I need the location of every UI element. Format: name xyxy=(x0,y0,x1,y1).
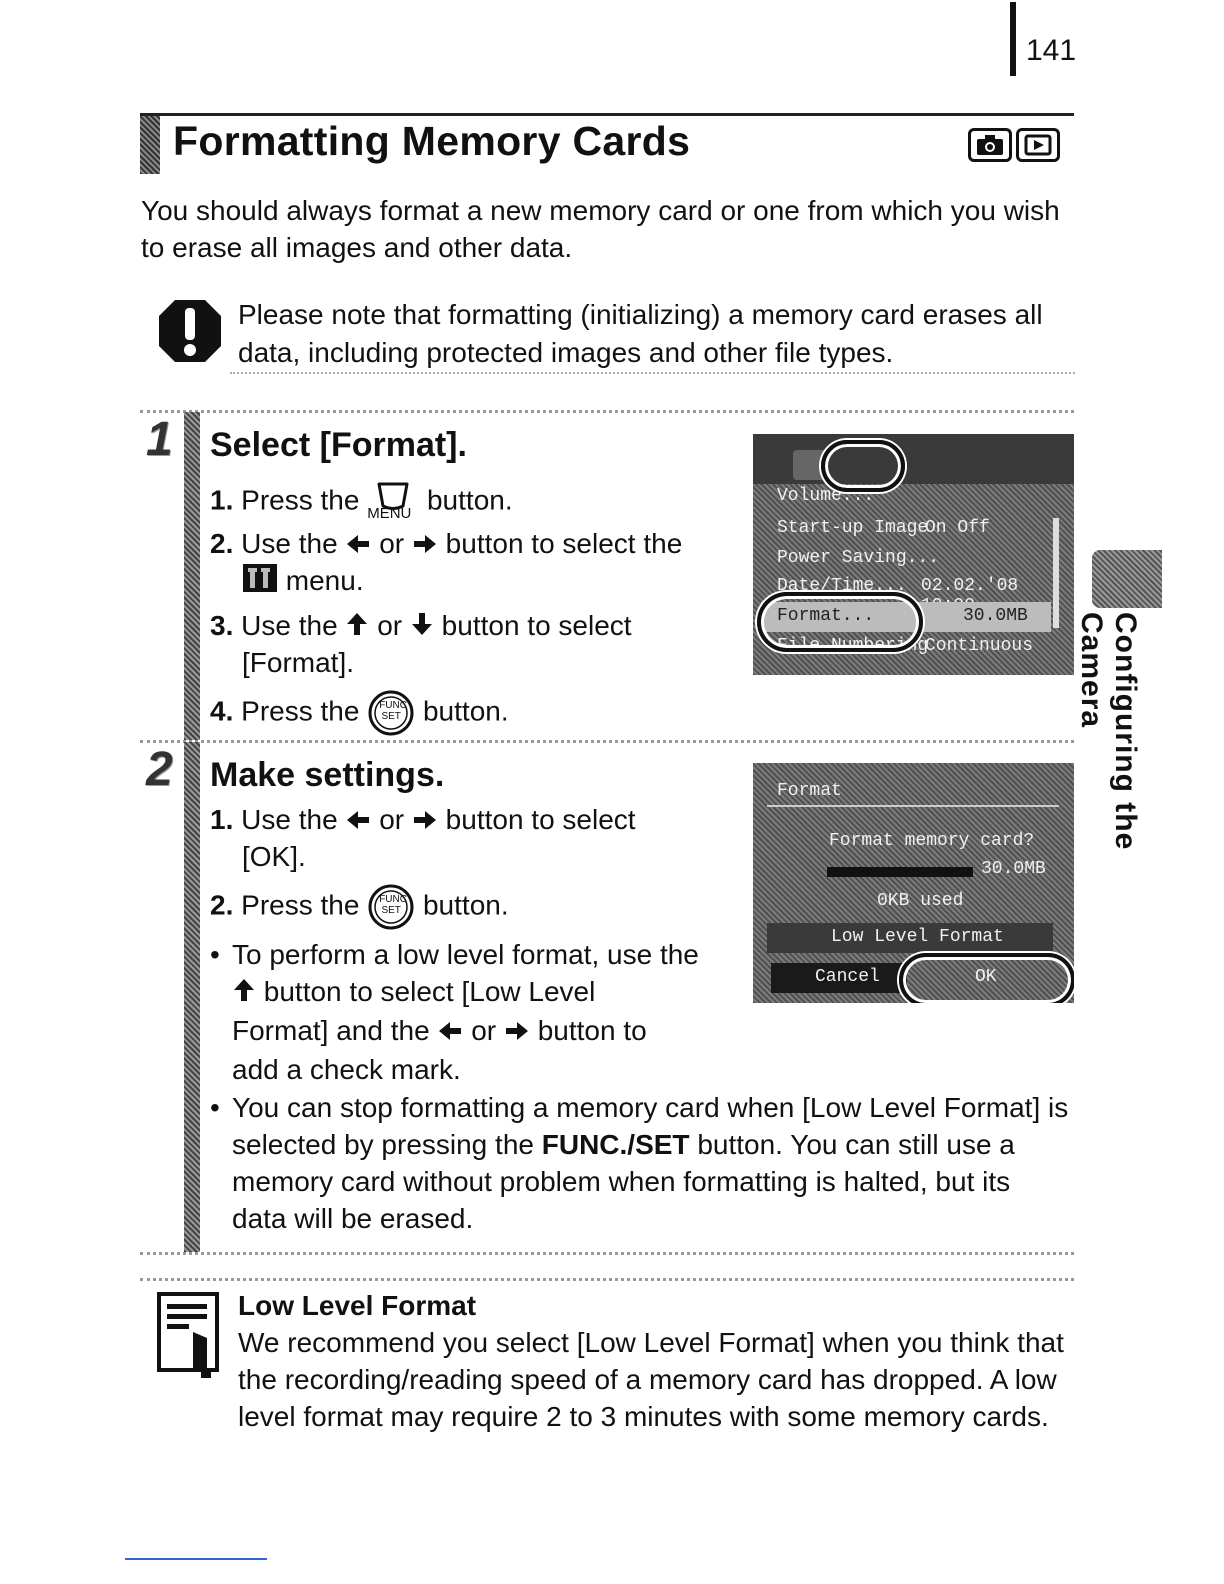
step1-item-4 xyxy=(210,689,509,737)
func-set-label: FUNC SET xyxy=(379,700,407,722)
left-arrow-icon xyxy=(345,803,371,840)
note-title: Low Level Format xyxy=(238,1290,477,1321)
func-set-button-icon xyxy=(367,883,415,931)
screen-scrollbar xyxy=(1053,518,1059,628)
note-separator xyxy=(140,1278,1074,1281)
func-set-label: FUNC SET xyxy=(379,894,407,916)
highlight-oval-ok xyxy=(899,953,1074,1003)
chapter-tab xyxy=(1092,550,1162,608)
warning-underline xyxy=(230,372,1075,374)
step-title-1: Select [Format]. xyxy=(210,426,467,464)
screen-row: Start-up Image xyxy=(777,518,929,538)
item-text: button. xyxy=(422,889,509,921)
step2-bullet-1: • To perform a low level format, use the button to select [Low Level Format] and the or button to add a check mark. xyxy=(210,939,699,1086)
step-separator xyxy=(140,410,1074,413)
up-arrow-icon xyxy=(345,609,369,646)
item-text: button to select xyxy=(445,804,636,835)
step2-item-1-cont: [OK]. xyxy=(242,841,306,872)
page-number-bar xyxy=(1010,2,1016,76)
left-arrow-icon xyxy=(437,1014,463,1051)
item-number: 1. xyxy=(210,484,234,516)
title-marker xyxy=(140,116,160,174)
step-number-1: 1 xyxy=(146,413,173,466)
highlight-oval-tab xyxy=(821,440,905,492)
item-text: Press the xyxy=(241,695,360,727)
camera-mode-icon xyxy=(968,128,1012,162)
left-arrow-icon xyxy=(345,527,371,564)
step1-item-2-cont xyxy=(242,562,364,602)
screen-low-level: Low Level Format xyxy=(831,927,1004,947)
step-separator xyxy=(140,740,1074,743)
note-text: We recommend you select [Low Level Format] when you think that the recording/reading speed of a memory card has dropped. A low level format may require 2 to 3 minutes with some memory cards. xyxy=(238,1327,1064,1432)
page-number: 141 xyxy=(1026,34,1077,67)
highlight-oval-format xyxy=(757,592,923,652)
step-number-2: 2 xyxy=(146,743,173,796)
step2-item-1 xyxy=(210,801,636,840)
down-arrow-icon xyxy=(410,609,434,646)
item-number: 4. xyxy=(210,695,234,727)
item-text: Press the xyxy=(241,889,360,921)
right-arrow-icon xyxy=(504,1014,530,1051)
screen-question: Format memory card? xyxy=(829,831,1035,851)
step-title-2: Make settings. xyxy=(210,756,445,794)
step1-item-1 xyxy=(210,480,513,524)
screen-row: Date/Time... xyxy=(777,576,907,596)
item-number: 2. xyxy=(210,528,234,559)
step-separator xyxy=(140,1252,1074,1255)
item-text: Use the xyxy=(241,528,338,559)
screen-row: Volume... xyxy=(777,486,875,506)
playback-mode-icon xyxy=(1016,128,1060,162)
screen-value: Continuous xyxy=(925,636,1034,656)
bullet-text: You can stop formatting a memory card when [Low Level Format] is selected by pressing the xyxy=(232,1092,1069,1160)
item-number: 1. xyxy=(210,804,234,835)
screen-row: File Numbering xyxy=(777,636,929,656)
camera-screen-setup-menu xyxy=(753,434,1074,675)
chapter-tab-label: Configuring the Camera xyxy=(1075,612,1142,851)
screen-title: Format xyxy=(777,781,842,801)
item-text: button. xyxy=(426,484,513,516)
item-text: Press the xyxy=(241,484,360,516)
bullet-text: button to xyxy=(537,1015,647,1047)
item-number: 2. xyxy=(210,889,234,921)
step-bar xyxy=(184,412,200,740)
bullet-text: Format] and the xyxy=(232,1015,430,1047)
func-set-button-icon xyxy=(367,689,415,737)
bullet-text: To perform a low level format, use the xyxy=(232,939,699,970)
item-text: Use the xyxy=(241,804,338,835)
item-text: menu. xyxy=(285,565,364,596)
mode-icons xyxy=(968,128,1060,162)
warning-text: Please note that formatting (initializing) a memory card erases all data, including protected images and other file types. xyxy=(238,299,1043,368)
item-number: 3. xyxy=(210,610,234,641)
step1-item-3 xyxy=(210,607,632,646)
setup-menu-icon xyxy=(242,563,278,602)
screen-value: 30.0MB xyxy=(963,606,1028,626)
item-or: or xyxy=(379,804,405,835)
memo-icon xyxy=(157,1292,219,1383)
item-text: button. xyxy=(422,695,509,727)
item-text: button to select the xyxy=(445,528,683,559)
footer-line xyxy=(125,1558,267,1560)
caution-icon xyxy=(155,296,225,371)
screen-capacity: 30.0MB xyxy=(981,859,1046,879)
screen-capacity-bar xyxy=(827,867,973,877)
screen-cancel-label: Cancel xyxy=(815,967,880,987)
step1-item-3-cont: [Format]. xyxy=(242,647,355,678)
item-or: or xyxy=(377,610,403,641)
screen-title-rule xyxy=(767,805,1059,807)
page-title: Formatting Memory Cards xyxy=(173,118,691,164)
bullet-bold: FUNC./SET xyxy=(541,1129,690,1160)
screen-ok-label: OK xyxy=(975,967,997,987)
screen-value: On Off xyxy=(925,518,990,538)
item-text: Use the xyxy=(241,610,338,641)
right-arrow-icon xyxy=(412,803,438,840)
right-arrow-icon xyxy=(412,527,438,564)
camera-screen-format-dialog xyxy=(753,763,1074,1003)
step2-item-2 xyxy=(210,883,509,931)
bullet-or: or xyxy=(471,1015,497,1047)
bullet-text: button. You can still use a memory card without problem when formatting is halted, but its data will be erased. xyxy=(232,1129,1015,1234)
screen-used: 0KB used xyxy=(877,891,964,911)
title-rule xyxy=(140,113,1074,116)
step-bar xyxy=(184,742,200,1252)
item-or: or xyxy=(379,528,405,559)
item-text: button to select xyxy=(441,610,632,641)
step1-item-2 xyxy=(210,525,682,564)
menu-button-icon xyxy=(367,480,419,524)
bullet-text: add a check mark. xyxy=(232,1054,461,1086)
bullet-text: button to select [Low Level xyxy=(263,976,596,1007)
screen-row: Format... xyxy=(777,606,875,626)
menu-icon-label: MENU xyxy=(367,505,412,522)
screen-value: 02.02.'08 xyxy=(921,576,1019,596)
screen-row: Power Saving... xyxy=(777,548,940,568)
up-arrow-icon xyxy=(232,975,256,1012)
intro-text: You should always format a new memory card or one from which you wish to erase all images and other data. xyxy=(141,195,1060,263)
step2-bullet-2: • You can stop formatting a memory card when [Low Level Format] is selected by pressing the FUNC./SET button. You can still use a memory card without problem when formatting is halted, but its data will be erased. xyxy=(210,1092,1069,1234)
